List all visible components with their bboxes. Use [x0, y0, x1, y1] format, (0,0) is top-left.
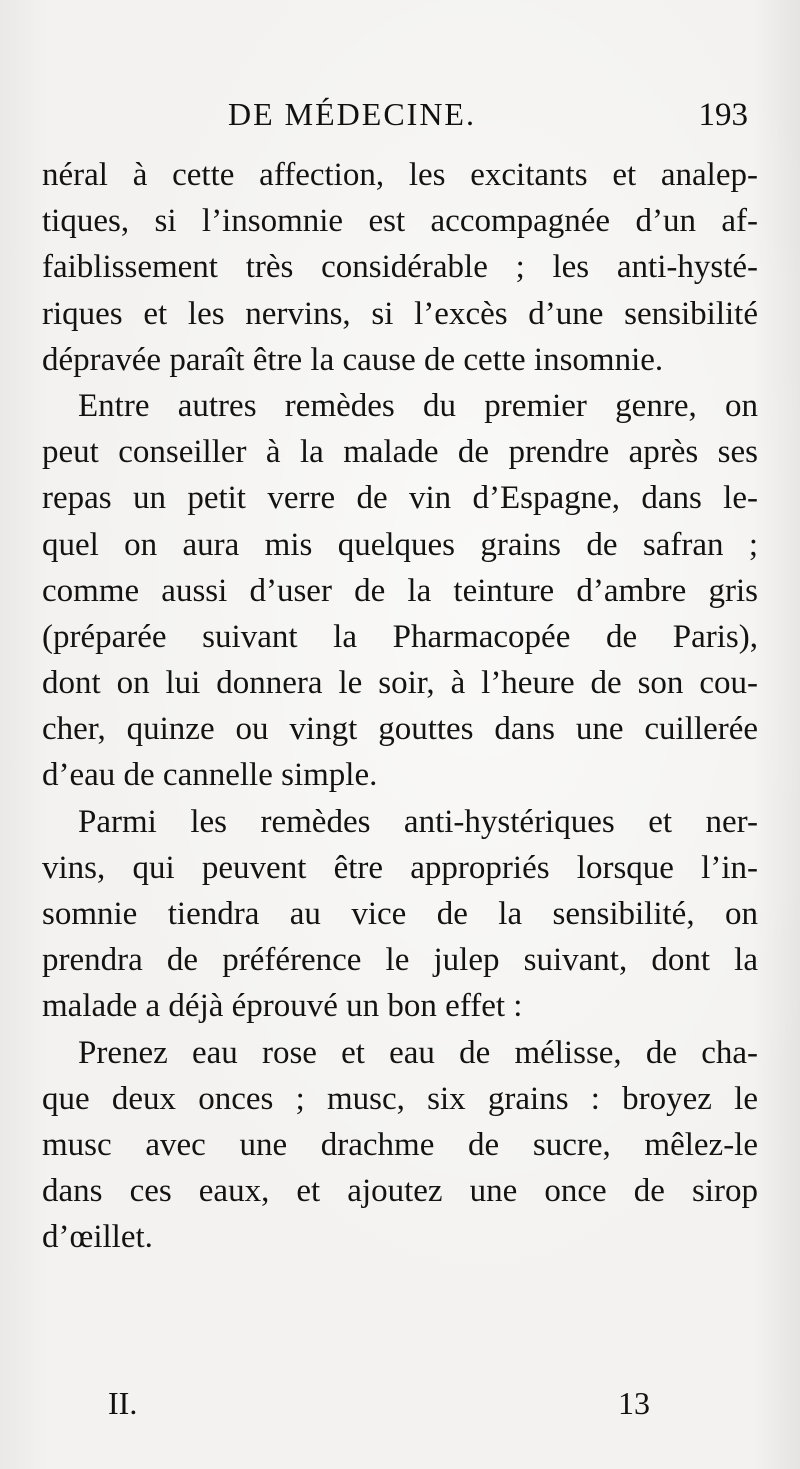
text-line: dont on lui donnera le soir, à l’heure de son cou-	[42, 665, 758, 702]
text-line: peut conseiller à la malade de prendre après ses	[42, 434, 758, 471]
signature-mark: II.	[108, 1385, 138, 1421]
text-line: Prenez eau rose et eau de mélisse, de cha-	[78, 1034, 758, 1071]
text-line: vins, qui peuvent être appropriés lorsque l’in-	[42, 849, 758, 886]
page-number: 193	[698, 97, 748, 133]
text-line: comme aussi d’user de la teinture d’ambre gris	[42, 572, 758, 609]
text-line: d’œillet.	[42, 1219, 153, 1256]
text-line: riques et les nervins, si l’excès d’une sensibilité	[42, 295, 758, 332]
text-line: (préparée suivant la Pharmacopée de Paris),	[42, 618, 758, 655]
text-line: que deux onces ; musc, six grains : broyez le	[42, 1080, 758, 1117]
text-line: malade a déjà éprouvé un bon effet :	[42, 988, 523, 1025]
text-line: Entre autres remèdes du premier genre, on	[78, 387, 758, 424]
body-text	[42, 152, 758, 1261]
signature-number: 13	[618, 1385, 650, 1421]
text-line: dans ces eaux, et ajoutez une once de sirop	[42, 1173, 758, 1210]
page-header	[228, 96, 748, 142]
text-line: musc avec une drachme de sucre, mêlez-le	[42, 1126, 758, 1163]
text-line: prendra de préférence le julep suivant, dont la	[42, 942, 758, 979]
text-line: cher, quinze ou vingt gouttes dans une cuillerée	[42, 711, 758, 748]
text-line: faiblissement très considérable ; les anti-hysté-	[42, 249, 758, 286]
text-line: quel on aura mis quelques grains de safran ;	[42, 526, 758, 563]
text-line: dépravée paraît être la cause de cette insomnie.	[42, 341, 664, 378]
text-line: repas un petit verre de vin d’Espagne, dans le-	[42, 480, 758, 517]
text-line: somnie tiendra au vice de la sensibilité, on	[42, 896, 758, 932]
page-footer	[108, 1385, 650, 1422]
text-line: tiques, si l’insomnie est accompagnée d’un af-	[42, 203, 758, 240]
text-line: Parmi les remèdes anti-hystériques et ner-	[78, 803, 758, 840]
text-line: d’eau de cannelle simple.	[42, 757, 378, 794]
text-line: néral à cette affection, les excitants et analep-	[42, 157, 758, 193]
running-title: DE MÉDECINE.	[228, 96, 476, 132]
